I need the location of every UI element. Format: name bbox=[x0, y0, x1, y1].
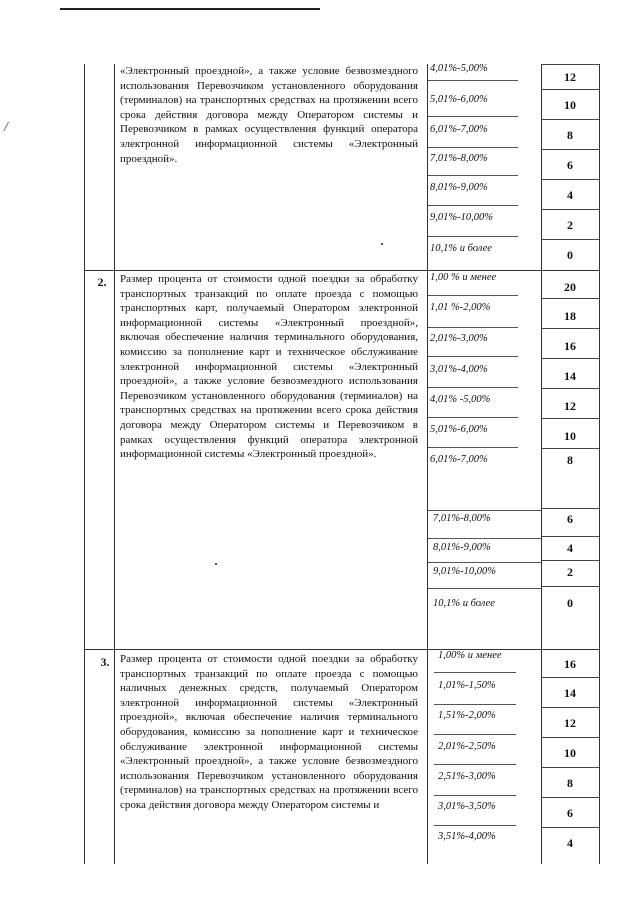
score-line bbox=[541, 586, 599, 587]
margin-mark: / bbox=[4, 120, 8, 135]
table-border-right bbox=[599, 64, 600, 864]
score-cell: 8 bbox=[567, 128, 573, 142]
column-divider-number bbox=[114, 64, 115, 864]
score-line bbox=[541, 448, 599, 449]
score-cell: 12 bbox=[564, 399, 576, 413]
range-cell: 9,01%-10,00% bbox=[433, 566, 496, 577]
score-cell: 6 bbox=[567, 806, 573, 820]
score-cell: 10 bbox=[564, 746, 576, 760]
score-cell: 10 bbox=[564, 429, 576, 443]
range-cell: 5,01%-6,00% bbox=[430, 94, 488, 105]
score-cell: 10 bbox=[564, 98, 576, 112]
score-cell: 8 bbox=[567, 453, 573, 467]
range-cell: 3,01%-4,00% bbox=[430, 364, 488, 375]
score-line bbox=[541, 179, 599, 180]
range-cell: 8,01%-9,00% bbox=[433, 542, 491, 553]
score-cell: 0 bbox=[567, 596, 573, 610]
row-separator bbox=[84, 270, 599, 271]
range-underline bbox=[428, 116, 518, 117]
score-line bbox=[541, 388, 599, 389]
column-divider-range bbox=[541, 64, 542, 864]
score-cell: 20 bbox=[564, 280, 576, 294]
range-cell: 3,01%-3,50% bbox=[438, 801, 496, 812]
score-cell: 0 bbox=[567, 248, 573, 262]
score-cell: 14 bbox=[564, 369, 576, 383]
range-underline bbox=[428, 510, 541, 511]
row-number: 3. bbox=[100, 655, 110, 669]
row-number: 2. bbox=[97, 275, 107, 289]
range-underline bbox=[428, 588, 541, 589]
score-line bbox=[541, 767, 599, 768]
range-underline bbox=[434, 704, 516, 705]
score-cell: 14 bbox=[564, 686, 576, 700]
score-cell: 2 bbox=[567, 218, 573, 232]
range-underline bbox=[428, 175, 518, 176]
range-cell: 4,01%-5,00% bbox=[430, 63, 488, 74]
range-underline bbox=[428, 356, 518, 357]
range-underline bbox=[434, 672, 516, 673]
scan-speck bbox=[215, 563, 217, 565]
score-cell: 2 bbox=[567, 565, 573, 579]
score-line bbox=[541, 209, 599, 210]
score-line bbox=[541, 119, 599, 120]
score-line bbox=[541, 827, 599, 828]
score-line bbox=[541, 149, 599, 150]
score-cell: 12 bbox=[564, 716, 576, 730]
range-underline bbox=[428, 295, 518, 296]
range-underline bbox=[428, 147, 518, 148]
range-cell: 7,01%-8,00% bbox=[430, 153, 488, 164]
range-cell: 5,01%-6,00% bbox=[430, 424, 488, 435]
range-underline bbox=[434, 764, 516, 765]
row-separator bbox=[84, 649, 599, 650]
criterion-text: Размер процента от стоимости одной поездки за обработку транспортных транзакций по оплате проезда с помощью транспортных карт, получаемый Оператором электронной информационной системы «Электронный проездной», включая обеспечение наличия терминального оборудования, комиссию за пополнение карт и техническое обслуживание электронной информационной системы «Электронный проездной», а также условие безвозмездного использования Перевозчиком установленного оборудования (терминалов) на транспортных средствах на протяжении всего срока действия договора между Оператором системы и Перевозчиком в рамках осуществления функций оператора электронной информационной системы «Электронный проездной». bbox=[120, 273, 418, 461]
range-cell: 2,01%-3,00% bbox=[430, 333, 488, 344]
range-underline bbox=[428, 447, 518, 448]
range-underline bbox=[434, 825, 516, 826]
score-cell: 4 bbox=[567, 836, 573, 850]
range-cell: 2,51%-3,00% bbox=[438, 771, 496, 782]
range-cell: 8,01%-9,00% bbox=[430, 182, 488, 193]
range-cell: 1,01%-1,50% bbox=[438, 680, 496, 691]
score-line bbox=[541, 328, 599, 329]
score-line bbox=[541, 64, 599, 65]
range-underline bbox=[428, 387, 518, 388]
score-line bbox=[541, 508, 599, 509]
table-border-left bbox=[84, 64, 85, 864]
range-underline bbox=[434, 795, 516, 796]
score-cell: 16 bbox=[564, 657, 576, 671]
range-underline bbox=[428, 327, 518, 328]
score-cell: 4 bbox=[567, 188, 573, 202]
range-underline bbox=[428, 562, 541, 563]
range-cell: 1,00% и менее bbox=[438, 650, 502, 661]
score-line bbox=[541, 298, 599, 299]
range-underline bbox=[428, 538, 541, 539]
score-line bbox=[541, 536, 599, 537]
score-cell: 8 bbox=[567, 776, 573, 790]
range-cell: 2,01%-2,50% bbox=[438, 741, 496, 752]
criterion-text: «Электронный проездной», а также условие безвозмездного использования Перевозчиком установленного оборудования (терминалов) на транспортных средствах на протяжении всего срока действия договора между Оператором системы и Перевозчиком в рамках осуществления функций оператора электронной информационной системы «Электронный проездной». bbox=[120, 65, 418, 165]
score-line bbox=[541, 677, 599, 678]
score-line bbox=[541, 239, 599, 240]
score-line bbox=[541, 358, 599, 359]
score-line bbox=[541, 560, 599, 561]
range-underline bbox=[428, 236, 518, 237]
range-cell: 1,00 % и менее bbox=[430, 272, 497, 283]
range-cell: 3,51%-4,00% bbox=[438, 831, 496, 842]
score-cell: 16 bbox=[564, 339, 576, 353]
score-cell: 12 bbox=[564, 70, 576, 84]
header-rule bbox=[60, 8, 320, 10]
score-cell: 6 bbox=[567, 158, 573, 172]
score-line bbox=[541, 737, 599, 738]
score-line bbox=[541, 797, 599, 798]
range-cell: 6,01%-7,00% bbox=[430, 124, 488, 135]
range-cell: 9,01%-10,00% bbox=[430, 212, 493, 223]
score-cell: 4 bbox=[567, 541, 573, 555]
range-underline bbox=[428, 417, 518, 418]
range-underline bbox=[434, 734, 516, 735]
range-cell: 10,1% и более bbox=[433, 598, 495, 609]
criterion-text: Размер процента от стоимости одной поездки за обработку транспортных транзакций по оплате проезда с помощью наличных денежных средств, получаемый Оператором электронной информационной системы «Электронный проездной», включая обеспечение наличия терминального оборудования, комиссию за пополнение карт и техническое обслуживание электронной информационной системы «Электронный проездной», а также условие безвозмездного использования Перевозчиком установленного оборудования (терминалов) на транспортных средствах на протяжении всего срока действия договора между Оператором системы и bbox=[120, 653, 418, 811]
range-underline bbox=[428, 80, 518, 81]
score-line bbox=[541, 89, 599, 90]
range-cell: 1,01 %-2,00% bbox=[430, 302, 491, 313]
range-underline bbox=[428, 205, 518, 206]
range-cell: 10,1% и более bbox=[430, 243, 492, 254]
score-line bbox=[541, 707, 599, 708]
range-cell: 7,01%-8,00% bbox=[433, 513, 491, 524]
score-line bbox=[541, 418, 599, 419]
range-cell: 4,01% -5,00% bbox=[430, 394, 491, 405]
range-cell: 6,01%-7,00% bbox=[430, 454, 488, 465]
score-cell: 6 bbox=[567, 512, 573, 526]
score-cell: 18 bbox=[564, 309, 576, 323]
range-cell: 1,51%-2,00% bbox=[438, 710, 496, 721]
scan-speck bbox=[381, 243, 383, 245]
